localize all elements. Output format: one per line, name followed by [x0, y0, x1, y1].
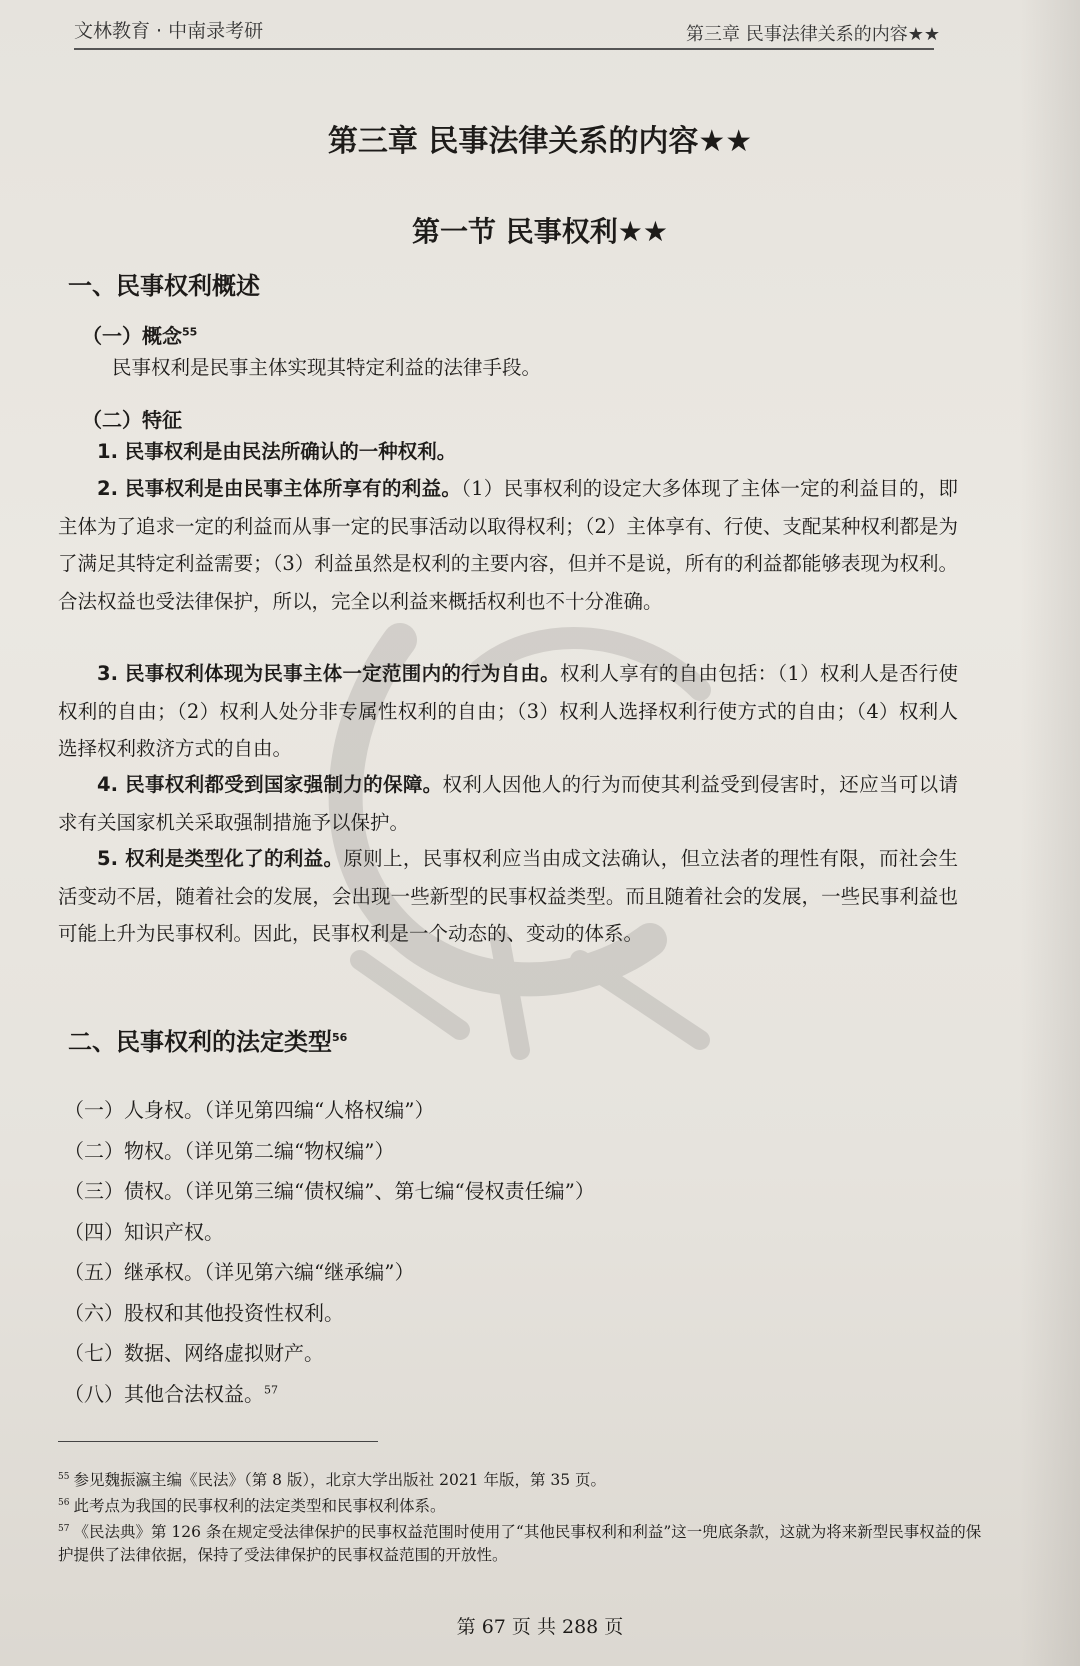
- feature-5: 5. 权利是类型化了的利益。原则上，民事权利应当由成文法确认，但立法者的理性有限，而社会生活变动不居，随着社会的发展，会出现一些新型的民事权益类型。而且随着社会的发展，一些民事利益也可能上升为民事权利。因此，民事权利是一个动态的、变动的体系。: [58, 847, 958, 945]
- footnote-ref-55: 55: [182, 325, 198, 339]
- list-item: （三）债权。（详见第三编“债权编”、第七编“侵权责任编”）: [64, 1179, 595, 1203]
- rights-type-list: [64, 1090, 595, 1414]
- feature-3: 3. 民事权利体现为民事主体一定范围内的行为自由。权利人享有的自由包括：（1）权利人是否行使权利的自由；（2）权利人处分非专属性权利的自由；（3）权利人选择权利行使方式的自由；（4）权利人选择权利救济方式的自由。: [58, 662, 958, 760]
- list-item: （五）继承权。（详见第六编“继承编”）: [64, 1260, 415, 1284]
- heading-legal-types: 二、民事权利的法定类型$^{56}$: [68, 1028, 348, 1056]
- page-edge-shadow: [1020, 0, 1080, 1666]
- chapter-title: 第三章 民事法律关系的内容★★: [327, 124, 753, 159]
- list-item: （七）数据、网络虚拟财产。: [64, 1341, 324, 1365]
- list-item: （四）知识产权。: [64, 1219, 224, 1244]
- heading-concept: （一）概念$^{55}$: [82, 324, 198, 348]
- footnote-ref-57: 57: [264, 1382, 278, 1396]
- page-number: 第 67 页 共 288 页: [456, 1616, 624, 1638]
- heading-overview: 一、民事权利概述: [68, 272, 260, 300]
- footnote-divider: [58, 1441, 378, 1442]
- feature-2: 2. 民事权利是由民事主体所享有的利益。（1）民事权利的设定大多体现了主体一定的利益目的，即主体为了追求一定的利益而从事一定的民事活动以取得权利；（2）主体享有、行使、支配某种权利都是为了满足其特定利益需要；（3）利益虽然是权利的主要内容，但并不是说，所有的利益都能够表现为权利。合法权益也受法律保护，所以，完全以利益来概括权利也不十分准确。: [58, 477, 958, 613]
- section-title: 第一节 民事权利★★: [412, 215, 668, 248]
- feature-4: 4. 民事权利都受到国家强制力的保障。权利人因他人的行为而使其利益受到侵害时，还应当可以请求有关国家机关采取强制措施予以保护。: [58, 773, 958, 834]
- feature-1: 1. 民事权利是由民法所确认的一种权利。: [97, 440, 457, 463]
- concept-text: 民事权利是民事主体实现其特定利益的法律手段。: [112, 356, 542, 379]
- list-item: （八）其他合法权益。$^{57}$: [64, 1381, 278, 1406]
- list-item: （一）人身权。（详见第四编“人格权编”）: [64, 1098, 435, 1122]
- footnote-57: $^{57}$ 《民法典》第 126 条在规定受法律保护的民事权益范围时使用了“其他民事权利和利益”这一兜底条款，这就为将来新型民事权益的保护提供了法律依据，保持了受法律保护的民事权益范围的开放性。: [58, 1523, 982, 1565]
- footnote-55: $^{55}$ 参见魏振瀛主编《民法》（第 8 版），北京大学出版社 2021 年版，第 35 页。: [58, 1471, 607, 1490]
- footnotes: [58, 1466, 988, 1567]
- list-item: （六）股权和其他投资性权利。: [64, 1300, 344, 1325]
- running-header-right: 第三章 民事法律关系的内容★★: [686, 24, 940, 45]
- list-item: （二）物权。（详见第二编“物权编”）: [64, 1138, 395, 1163]
- heading-features: （二）特征: [82, 408, 182, 432]
- footnote-56: $^{56}$ 此考点为我国的民事权利的法定类型和民事权利体系。: [58, 1497, 446, 1516]
- header-divider: [74, 48, 934, 50]
- running-header-left: 文林教育 · 中南录考研: [74, 20, 264, 42]
- footnote-ref-56: 56: [332, 1031, 348, 1044]
